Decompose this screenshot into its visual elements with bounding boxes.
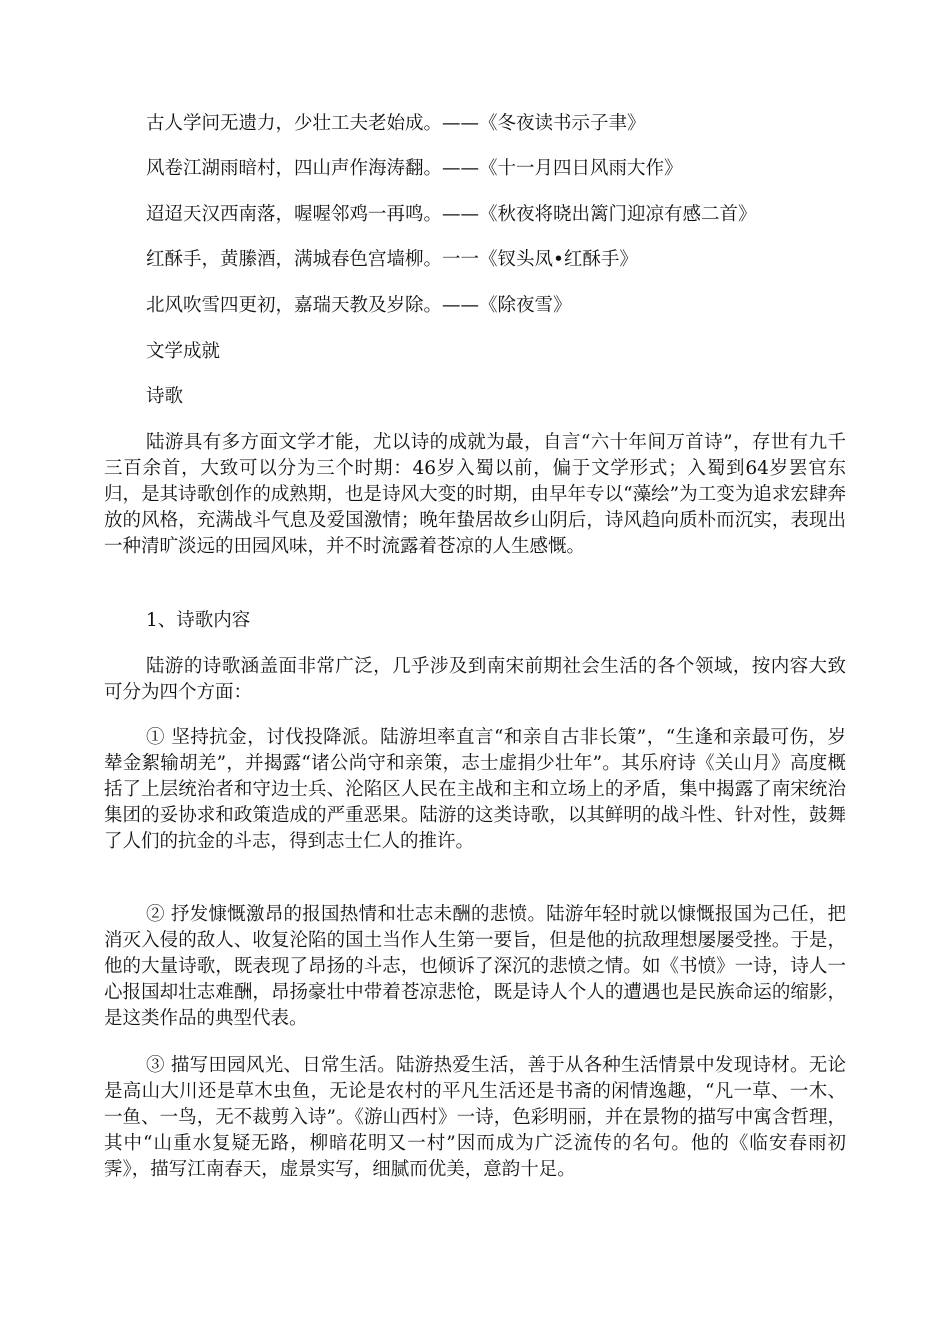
quote-line: 北风吹雪四更初，嘉瑞天教及岁除。——《除夜雪》 <box>146 295 572 316</box>
quote-line: 红酥手，黄縢酒，满城春色宫墙柳。一一《钗头凤•红酥手》 <box>146 249 638 270</box>
item-paragraph-1: ① 坚持抗金，讨伐投降派。陆游坦率直言“和亲自古非长策”，“生逢和亲最可伤，岁辇金絮输胡羌”，并揭露“诸公尚守和亲策，志士虚捐少壮年”。其乐府诗《关山月》高度概括了上层统治者和守边士兵、沦陷区人民在主战和主和立场上的矛盾，集中揭露了南宋统治集团的妥协求和政策造成的严重恶果。陆游的这类诗歌，以其鲜明的战斗性、针对性，鼓舞了人们的抗金的斗志，得到志士仁人的推许。 <box>104 727 846 852</box>
item-paragraph-2: ② 抒发慷慨激昂的报国热情和壮志未酬的悲愤。陆游年轻时就以慷慨报国为己任，把消灭入侵的敌人、收复沦陷的国土当作人生第一要旨，但是他的抗敌理想屡屡受挫。于是，他的大量诗歌，既表现了昂扬的斗志，也倾诉了深沉的悲愤之情。如《书愤》一诗，诗人一心报国却壮志难酬，昂扬豪壮中带着苍凉悲怆，既是诗人个人的遭遇也是民族命运的缩影，是这类作品的典型代表。 <box>104 904 846 1029</box>
content-heading: 1、诗歌内容 <box>146 610 251 631</box>
quote-line: 迢迢天汉西南落，喔喔邻鸡一再鸣。——《秋夜将晓出篱门迎凉有感二首》 <box>146 204 757 225</box>
intro-paragraph: 陆游具有多方面文学才能，尤以诗的成就为最，自言“六十年间万首诗”，存世有九千三百余首，大致可以分为三个时期：46岁入蜀以前，偏于文学形式；入蜀到64岁罢官东归，是其诗歌创作的成熟期，也是诗风大变的时期，由早年专以“藻绘”为工变为追求宏肆奔放的风格，充满战斗气息及爱国激情；晚年蛰居故乡山阴后，诗风趋向质朴而沉实，表现出一种清旷淡远的田园风味，并不时流露着苍凉的人生感慨。 <box>104 432 846 557</box>
item-paragraph-3: ③ 描写田园风光、日常生活。陆游热爱生活，善于从各种生活情景中发现诗材。无论是高山大川还是草木虫鱼，无论是农村的平凡生活还是书斋的闲情逸趣，“凡一草、一木、一鱼、一鸟，无不裁剪入诗”。《游山西村》一诗，色彩明丽，并在景物的描写中寓含哲理，其中“山重水复疑无路，柳暗花明又一村”因而成为广泛流传的名句。他的《临安春雨初霁》，描写江南春天，虚景实写，细腻而优美，意韵十足。 <box>104 1055 846 1180</box>
subsection-heading: 诗歌 <box>146 386 184 407</box>
quote-line: 古人学问无遗力，少壮工夫老始成。——《冬夜读书示子聿》 <box>146 113 646 134</box>
scope-paragraph: 陆游的诗歌涵盖面非常广泛，几乎涉及到南宋前期社会生活的各个领域，按内容大致可分为四个方面： <box>104 656 846 703</box>
section-heading: 文学成就 <box>146 341 221 362</box>
quote-line: 风卷江湖雨暗村，四山声作海涛翻。——《十一月四日风雨大作》 <box>146 158 683 179</box>
